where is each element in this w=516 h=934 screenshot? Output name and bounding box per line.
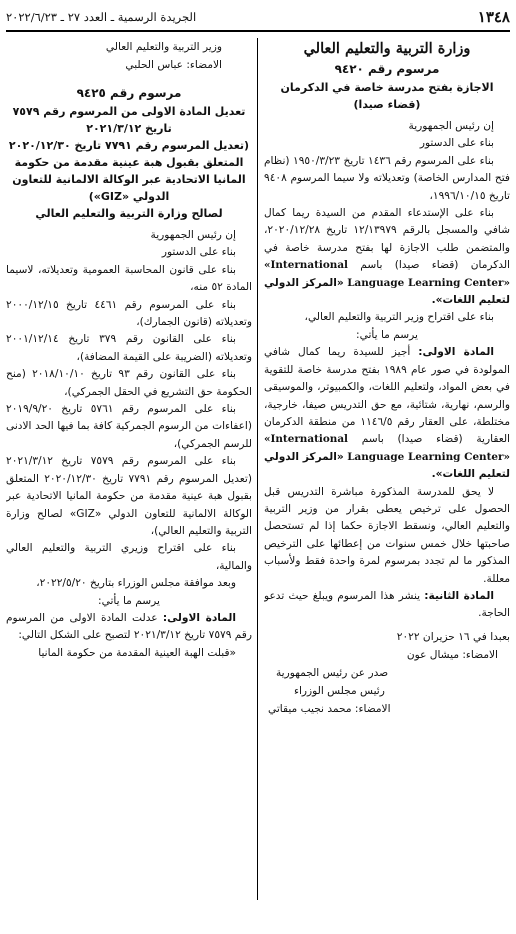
preamble-proposal: بناء على اقتراح وزير التربية والتعليم العالي،	[304, 311, 494, 324]
decree-subject: الاجازة بفتح مدرسة خاصة في الدكرمان	[280, 81, 494, 94]
article-2-1	[6, 610, 252, 645]
decree-2-title-2: تاريخ ٢٠٢١/٣/١٢	[86, 122, 172, 135]
pm-signature: الامضاء: محمد نجيب ميقاتي	[268, 702, 391, 715]
pm-title: رئيس مجلس الوزراء	[294, 684, 385, 697]
decree-2-title-1: تعديل المادة الاولى من المرسوم رقم ٧٥٧٩	[12, 105, 246, 118]
preamble-2-cabinet-approval: وبعد موافقة مجلس الوزراء بتاريخ ٢٠٢٢/٥/٢٠،	[36, 577, 236, 590]
left-column	[6, 38, 252, 930]
preamble-2-legislation-law: بناء على القانون رقم ٩٣ تاريخ ٢٠١٨/١٠/١٠ (منح الحكومة حق التشريع في الحقل الجمركي)،	[6, 368, 252, 398]
article-2	[264, 588, 510, 623]
signing-date: بعبدا في ١٦ حزيران ٢٠٢٢	[396, 630, 510, 643]
preamble-2-customs-law: بناء على المرسوم رقم ٤٤٦١ تاريخ ٢٠٠٠/١٢/١٥ وتعديلاته (قانون الجمارك)،	[6, 298, 252, 329]
decree-number-2: مرسوم رقم ٩٤٢٥	[76, 86, 182, 100]
gazette-title: الجريدة الرسمية ـ العدد ٢٧ ـ ٢٠٢٢/٦/٢٣	[6, 10, 197, 24]
decree-2-title-3: (تعديل المرسوم رقم ٧٧٩١ تاريخ ٢٠٢٠/١٢/٣٠	[8, 139, 250, 152]
article-1-school-ar: «المركز الدولي لتعليم اللغات».	[264, 450, 510, 481]
issued-by: صدر عن رئيس الجمهورية	[276, 666, 389, 679]
decree-2-title-4: المتعلق بقبول هبة عينية مقدمة من حكومة	[14, 156, 244, 169]
previous-minister-signature: الامضاء: عباس الحلبي	[125, 59, 222, 71]
preamble-2-proposal: بناء على اقتراح وزيري التربية والتعليم العالي والمالية،	[6, 542, 252, 572]
decree-2-title-6: الدولي «GIZ»)	[88, 190, 170, 203]
request-text: بناء على الإستدعاء المقدم من السيدة ريما كمال شافي والمسجل بالرقم ١٢/١٣٩٧٩ تاريخ ٢٠٢٠/١٢/٢٨، والمتضمن طلب الاجازة لها بفتح مدرسة خاصة في الدكرمان (قضاء صيدا) باسم	[264, 207, 510, 272]
preamble-president: إن رئيس الجمهورية	[408, 120, 494, 132]
article-2-1-label: المادة الاولى:	[162, 611, 236, 624]
decree-2-title-7: لصالح وزارة التربية والتعليم العالي	[35, 207, 223, 220]
decree-subject-district: (قضاء صيدا)	[353, 98, 421, 111]
preamble-request	[264, 205, 510, 309]
preamble-2-exemptions: بناء على المرسوم رقم ٥٧٦١ تاريخ ٢٠١٩/٩/٢٠ (اعفاءات من الرسوم الجمركية كافة بما فيها الحد الادنى للرسم الجمركي)،	[6, 403, 252, 450]
ministry-heading: وزارة التربية والتعليم العالي	[303, 40, 471, 57]
column-divider	[257, 38, 258, 900]
preamble-decree: بناء على المرسوم رقم ١٤٣٦ تاريخ ١٩٥٠/٣/٢٣ (نظام فتح المدارس الخاصة) وتعديلاته ولا سيما المرسوم ٩٤٠٨ تاريخ ١٩٩٦/١٠/١٥،	[264, 154, 510, 202]
preamble-2-accounting-law: بناء على قانون المحاسبة العمومية وتعديلاته، لاسيما المادة ٥٢ منه،	[6, 263, 252, 294]
donation-clause: «قبلت الهبة العينية المقدمة من حكومة المانيا	[38, 646, 236, 659]
page-number: ١٣٤٨	[477, 8, 510, 26]
president-signature: الامضاء: ميشال عون	[406, 648, 498, 661]
decrees-following-2: يرسم ما يأتي:	[98, 594, 160, 607]
preamble-2-constitution: بناء على الدستور	[161, 246, 236, 259]
school-name-ar: «المركز الدولي لتعليم اللغات».	[264, 276, 510, 307]
decree-2-title-5: المانيا الاتحادية عبر الوكالة الالمانية للتعاون	[12, 173, 246, 186]
article-2-text: ينشر هذا المرسوم ويبلغ حيث تدعو الحاجة.	[264, 589, 510, 620]
preamble-2-vat-law: بناء على القانون رقم ٣٧٩ تاريخ ٢٠٠١/١٢/١٤ وتعديلاته (الضريبة على القيمة المضافة)،	[6, 333, 252, 363]
previous-minister-title: وزير التربية والتعليم العالي	[105, 41, 222, 53]
right-column	[264, 38, 510, 930]
article-1-condition: لا يحق للمدرسة المذكورة مباشرة التدريس قبل الحصول على ترخيص يعطى بقرار من وزير التربية والتعليم العالي، ونسقط الاجازة حكما إذا لم تستحصل صاحبتها خلال خمس سنوات من إعطائها على الترخيص المذكور ما لم تجدد بمرسوم لمرة واحدة فقط ولأسباب معللة.	[264, 485, 510, 585]
article-1-label: المادة الاولى:	[418, 346, 494, 359]
article-2-label: المادة الثانية:	[424, 589, 494, 602]
decrees-following: يرسم ما يأتي:	[356, 328, 418, 341]
school-name-en: «International Language Learning Center»	[264, 259, 510, 289]
preamble-constitution: بناء على الدستور	[419, 137, 494, 150]
article-2-1-text: عدلت المادة الاولى من المرسوم رقم ٧٥٧٩ تاريخ ٢٠٢١/٣/١٢ لتصبح على الشكل التالي:	[6, 611, 252, 642]
article-1	[264, 344, 510, 483]
preamble-2-president: إن رئيس الجمهورية	[150, 229, 236, 241]
decree-number: مرسوم رقم ٩٤٢٠	[334, 62, 440, 76]
article-1-school-en: «International Language Learning Center»	[264, 433, 510, 463]
page-header	[6, 4, 510, 32]
article-1-text: أجيز للسيدة ريما كمال شافي المولودة في صور عام ١٩٨٩ بفتح مدرسة خاصة للتقوية في بعض المواد، ولتعليم اللغات، والكمبيوتر، والموسيقى والرسم، نهارية، شتائية، مع حق التدريس صيفا، خارجية، مختلطة، على العقار رقم ١١٤٦/٥ من منطقة الدكرمان العقارية (قضاء صيدا) باسم	[264, 346, 510, 446]
preamble-2-decree-7579: بناء على المرسوم رقم ٧٥٧٩ تاريخ ٢٠٢١/٣/١٢ (تعديل المرسوم رقم ٧٧٩١ تاريخ ٢٠٢٠/١٢/٣٠ المتعلق بقبول هبة عينية مقدمة من حكومة المانيا الاتحادية عبر الوكالة الالمانية للتعاون الدولي «GIZ» لصالح وزارة التربية والتعليم العالي)،	[6, 455, 252, 537]
